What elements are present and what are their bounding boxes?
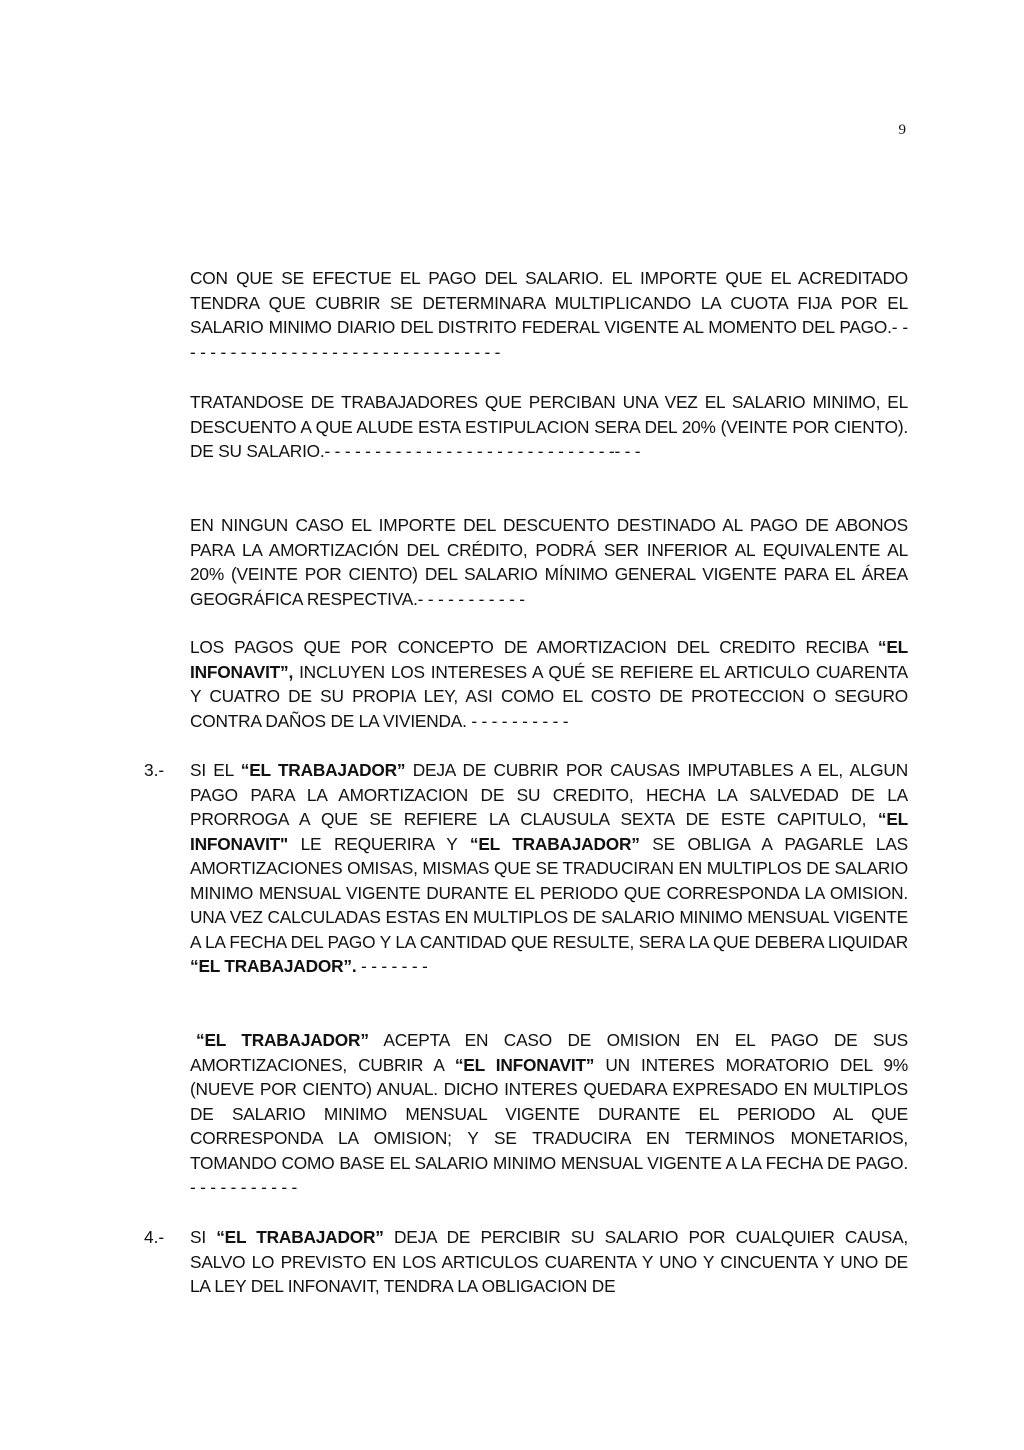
bold-term: “EL TRABAJADOR”	[469, 833, 640, 854]
bold-term: “EL TRABAJADOR”	[196, 1030, 369, 1050]
paragraph-moratory-interest	[190, 1028, 908, 1200]
bold-term: “EL TRABAJADOR”	[240, 760, 406, 780]
paragraph-text: SE OBLIGA A PAGARLE LAS AMORTIZACIONES OMISAS, MISMAS QUE SE TRADUCIRAN EN MULTIPLOS DE SALARIO MINIMO MENSUAL VIGENTE DURANTE EL PERIODO QUE CORRESPONDA LA OMISION. UNA VEZ CALCULADAS ESTAS EN MULTIPLOS DE SALARIO MINIMO MENSUAL VIGENTE A LA FECHA DEL PAGO Y LA CANTIDAD QUE RESULTE, SERA LA QUE DEBERA LIQUIDAR	[190, 833, 908, 952]
paragraph-text: DEJA DE PERCIBIR SU SALARIO POR CUALQUIER CAUSA, SALVO LO PREVISTO EN LOS ARTICULOS CUARENTA Y UNO Y CINCUENTA Y UNO DE LA LEY DEL INFONAVIT, TENDRA LA OBLIGACION DE	[190, 1227, 909, 1296]
paragraph-text: ACEPTA EN CASO DE OMISION EN EL PAGO DE SUS AMORTIZACIONES, CUBRIR A	[190, 1030, 908, 1075]
paragraph-discount-floor	[190, 513, 908, 611]
bold-term: “EL TRABAJADOR”.	[190, 956, 357, 976]
bold-term: “EL TRABAJADOR”	[216, 1227, 384, 1247]
item-number-3: 3.-	[144, 760, 165, 780]
paragraph-text: SI	[190, 1227, 217, 1247]
paragraph-payment-amount	[190, 266, 908, 364]
paragraph-minimum-wage-discount	[190, 390, 908, 464]
paragraph-text: DEJA DE CUBRIR POR CAUSAS IMPUTABLES A EL, ALGUN PAGO PARA LA AMORTIZACION DE SU CREDITO, HECHA LA SALVEDAD DE LA PRORROGA A QUE SE REFIERE LA CLAUSULA SEXTA DE ESTE CAPITULO,	[190, 760, 908, 829]
bold-term: “EL INFONAVIT"	[190, 809, 908, 854]
paragraph-text: SI EL	[190, 760, 241, 780]
item-number-4: 4.-	[144, 1227, 165, 1247]
paragraph-stops-receiving-salary	[190, 1225, 908, 1299]
page-number: 9	[898, 122, 906, 138]
paragraph-text: LE REQUERIRA Y	[288, 833, 470, 854]
paragraph-missed-payments	[190, 758, 908, 979]
paragraph-text: EN NINGUN CASO EL IMPORTE DEL DESCUENTO DESTINADO AL PAGO DE ABONOS PARA LA AMORTIZACIÓN DEL CRÉDITO, PODRÁ SER INFERIOR AL EQUIVALENTE AL 20% (VEINTE POR CIENTO) DEL SALARIO MÍNIMO GENERAL VIGENTE PARA EL ÁREA GEOGRÁFICA RESPECTIVA.- - - - - - - - - - -	[190, 515, 908, 609]
paragraph-text: CON QUE SE EFECTUE EL PAGO DEL SALARIO. EL IMPORTE QUE EL ACREDITADO TENDRA QUE CUBRIR SE DETERMINARA MULTIPLICANDO LA CUOTA FIJA POR EL SALARIO MINIMO DIARIO DEL DISTRITO FEDERAL VIGENTE AL MOMENTO DEL PAGO.- - - - - - - - - - - - - - - - - - - - - - - - - - - - - - - - -	[190, 268, 908, 362]
bold-term: “EL INFONAVIT”,	[190, 637, 908, 682]
paragraph-text: LOS PAGOS QUE POR CONCEPTO DE AMORTIZACION DEL CREDITO RECIBA	[190, 637, 878, 657]
bold-term: “EL INFONAVIT”	[454, 1054, 595, 1075]
paragraph-payments-include-interest	[190, 635, 908, 733]
paragraph-text: TRATANDOSE DE TRABAJADORES QUE PERCIBAN UNA VEZ EL SALARIO MINIMO, EL DESCUENTO A QUE ALUDE ESTA ESTIPULACION SERA DEL 20% (VEINTE POR CIENTO). DE SU SALARIO.- - - - - - - - - - - - - - - - - - - - - - - - - - - - -- - -	[190, 392, 908, 461]
paragraph-text: - - - - - - -	[356, 956, 428, 976]
paragraph-text: UN INTERES MORATORIO DEL 9% (NUEVE POR CIENTO) ANUAL. DICHO INTERES QUEDARA EXPRESADO EN MULTIPLOS DE SALARIO MINIMO MENSUAL VIGENTE DURANTE EL PERIODO AL QUE CORRESPONDA LA OMISION; Y SE TRADUCIRA EN TERMINOS MONETARIOS, TOMANDO COMO BASE EL SALARIO MINIMO MENSUAL VIGENTE A LA FECHA DE PAGO. - - - - - - - - - - -	[190, 1054, 908, 1197]
paragraph-text: INCLUYEN LOS INTERESES A QUÉ SE REFIERE EL ARTICULO CUARENTA Y CUATRO DE SU PROPIA LEY, ASI COMO EL COSTO DE PROTECCION O SEGURO CONTRA DAÑOS DE LA VIVIENDA. - - - - - - - - - -	[190, 661, 908, 731]
